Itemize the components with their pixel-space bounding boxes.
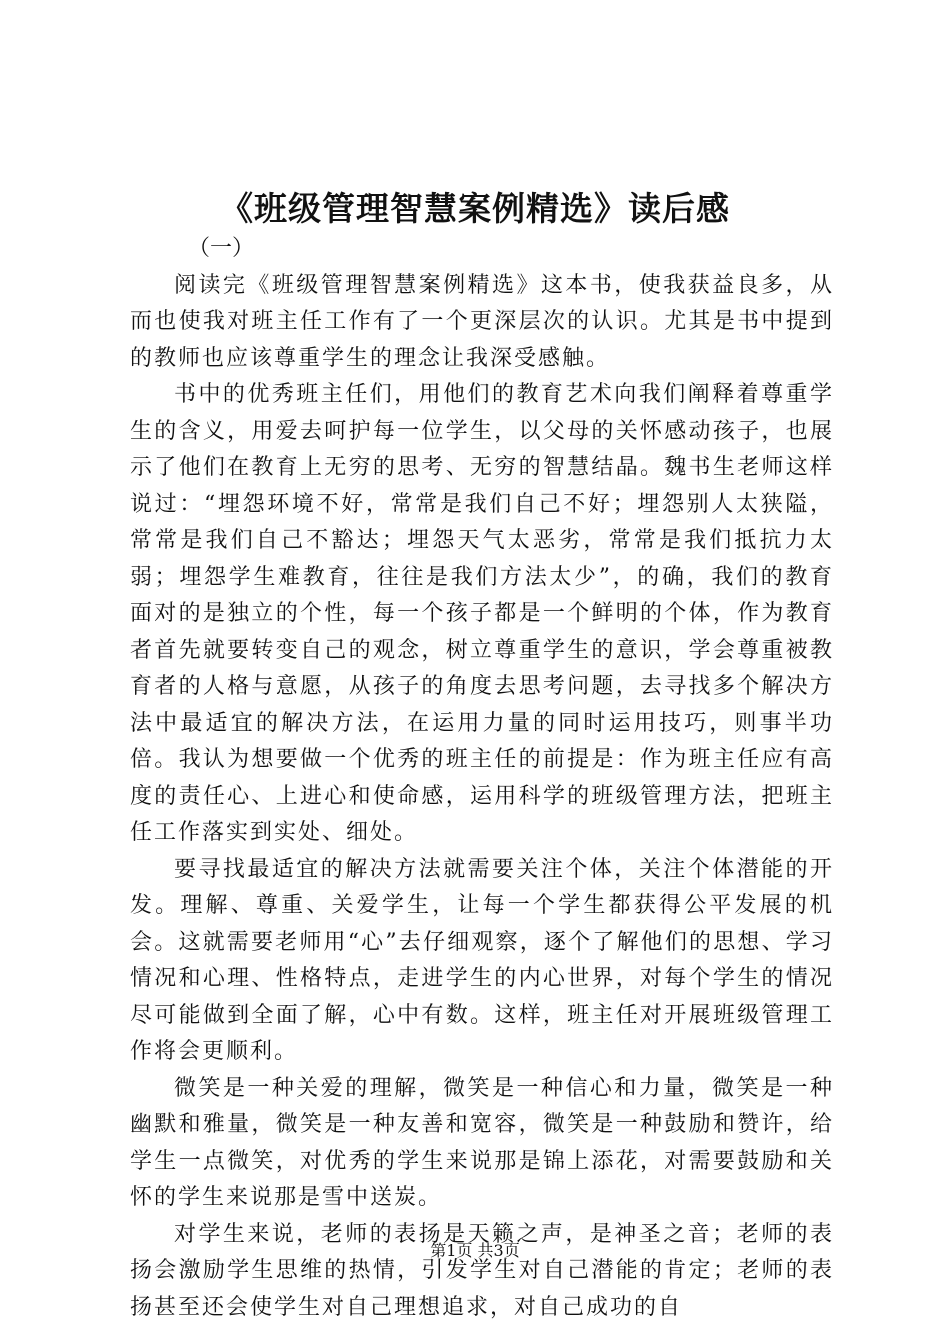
page-footer bbox=[0, 1240, 950, 1262]
paragraph: 阅读完《班级管理智慧案例精选》这本书，使我获益良多，从而也使我对班主任工作有了一个更深层次的认识。尤其是书中提到的教师也应该尊重学生的理念让我深受感触。 bbox=[130, 272, 834, 371]
document-title: 《班级管理智慧案例精选》读后感 bbox=[220, 189, 730, 228]
page-number: 第1页 共3页 bbox=[430, 1241, 520, 1260]
paragraph: 对学生来说，老师的表扬是天籁之声，是神圣之音；老师的表扬会激励学生思维的热情，引发学生对自己潜能的肯定；老师的表扬甚至还会使学生对自己理想追求，对自己成功的自 bbox=[130, 1221, 834, 1320]
document-body bbox=[130, 231, 834, 1326]
section-label: （一） bbox=[188, 236, 255, 261]
paragraph: 要寻找最适宜的解决方法就需要关注个体，关注个体潜能的开发。理解、尊重、关爱学生，让每一个学生都获得公平发展的机会。这就需要老师用“心”去仔细观察，逐个了解他们的思想、学习情况和心理、性格特点，走进学生的内心世界，对每个学生的情况尽可能做到全面了解，心中有数。这样，班主任对开展班级管理工作将会更顺利。 bbox=[130, 856, 834, 1064]
paragraph: 微笑是一种关爱的理解，微笑是一种信心和力量，微笑是一种幽默和雅量，微笑是一种友善和宽容，微笑是一种鼓励和赞许，给学生一点微笑，对优秀的学生来说那是锦上添花，对需要鼓励和关怀的学生来说那是雪中送炭。 bbox=[130, 1075, 834, 1210]
paragraph: 书中的优秀班主任们，用他们的教育艺术向我们阐释着尊重学生的含义，用爱去呵护每一位学生，以父母的关怀感动孩子，也展示了他们在教育上无穷的思考、无穷的智慧结晶。魏书生老师这样说过：“埋怨环境不好，常常是我们自己不好；埋怨别人太狭隘，常常是我们自己不豁达；埋怨天气太恶劣，常常是我们抵抗力太弱；埋怨学生难教育，往往是我们方法太少”，的确，我们的教育面对的是独立的个性，每一个孩子都是一个鲜明的个体，作为教育者首先就要转变自己的观念，树立尊重学生的意识，学会尊重被教育者的人格与意愿，从孩子的角度去思考问题，去寻找多个解决方法中最适宜的解决方法，在运用力量的同时运用技巧，则事半功倍。我认为想要做一个优秀的班主任的前提是：作为班主任应有高度的责任心、上进心和使命感，运用科学的班级管理方法，把班主任工作落实到实处、细处。 bbox=[130, 382, 834, 845]
